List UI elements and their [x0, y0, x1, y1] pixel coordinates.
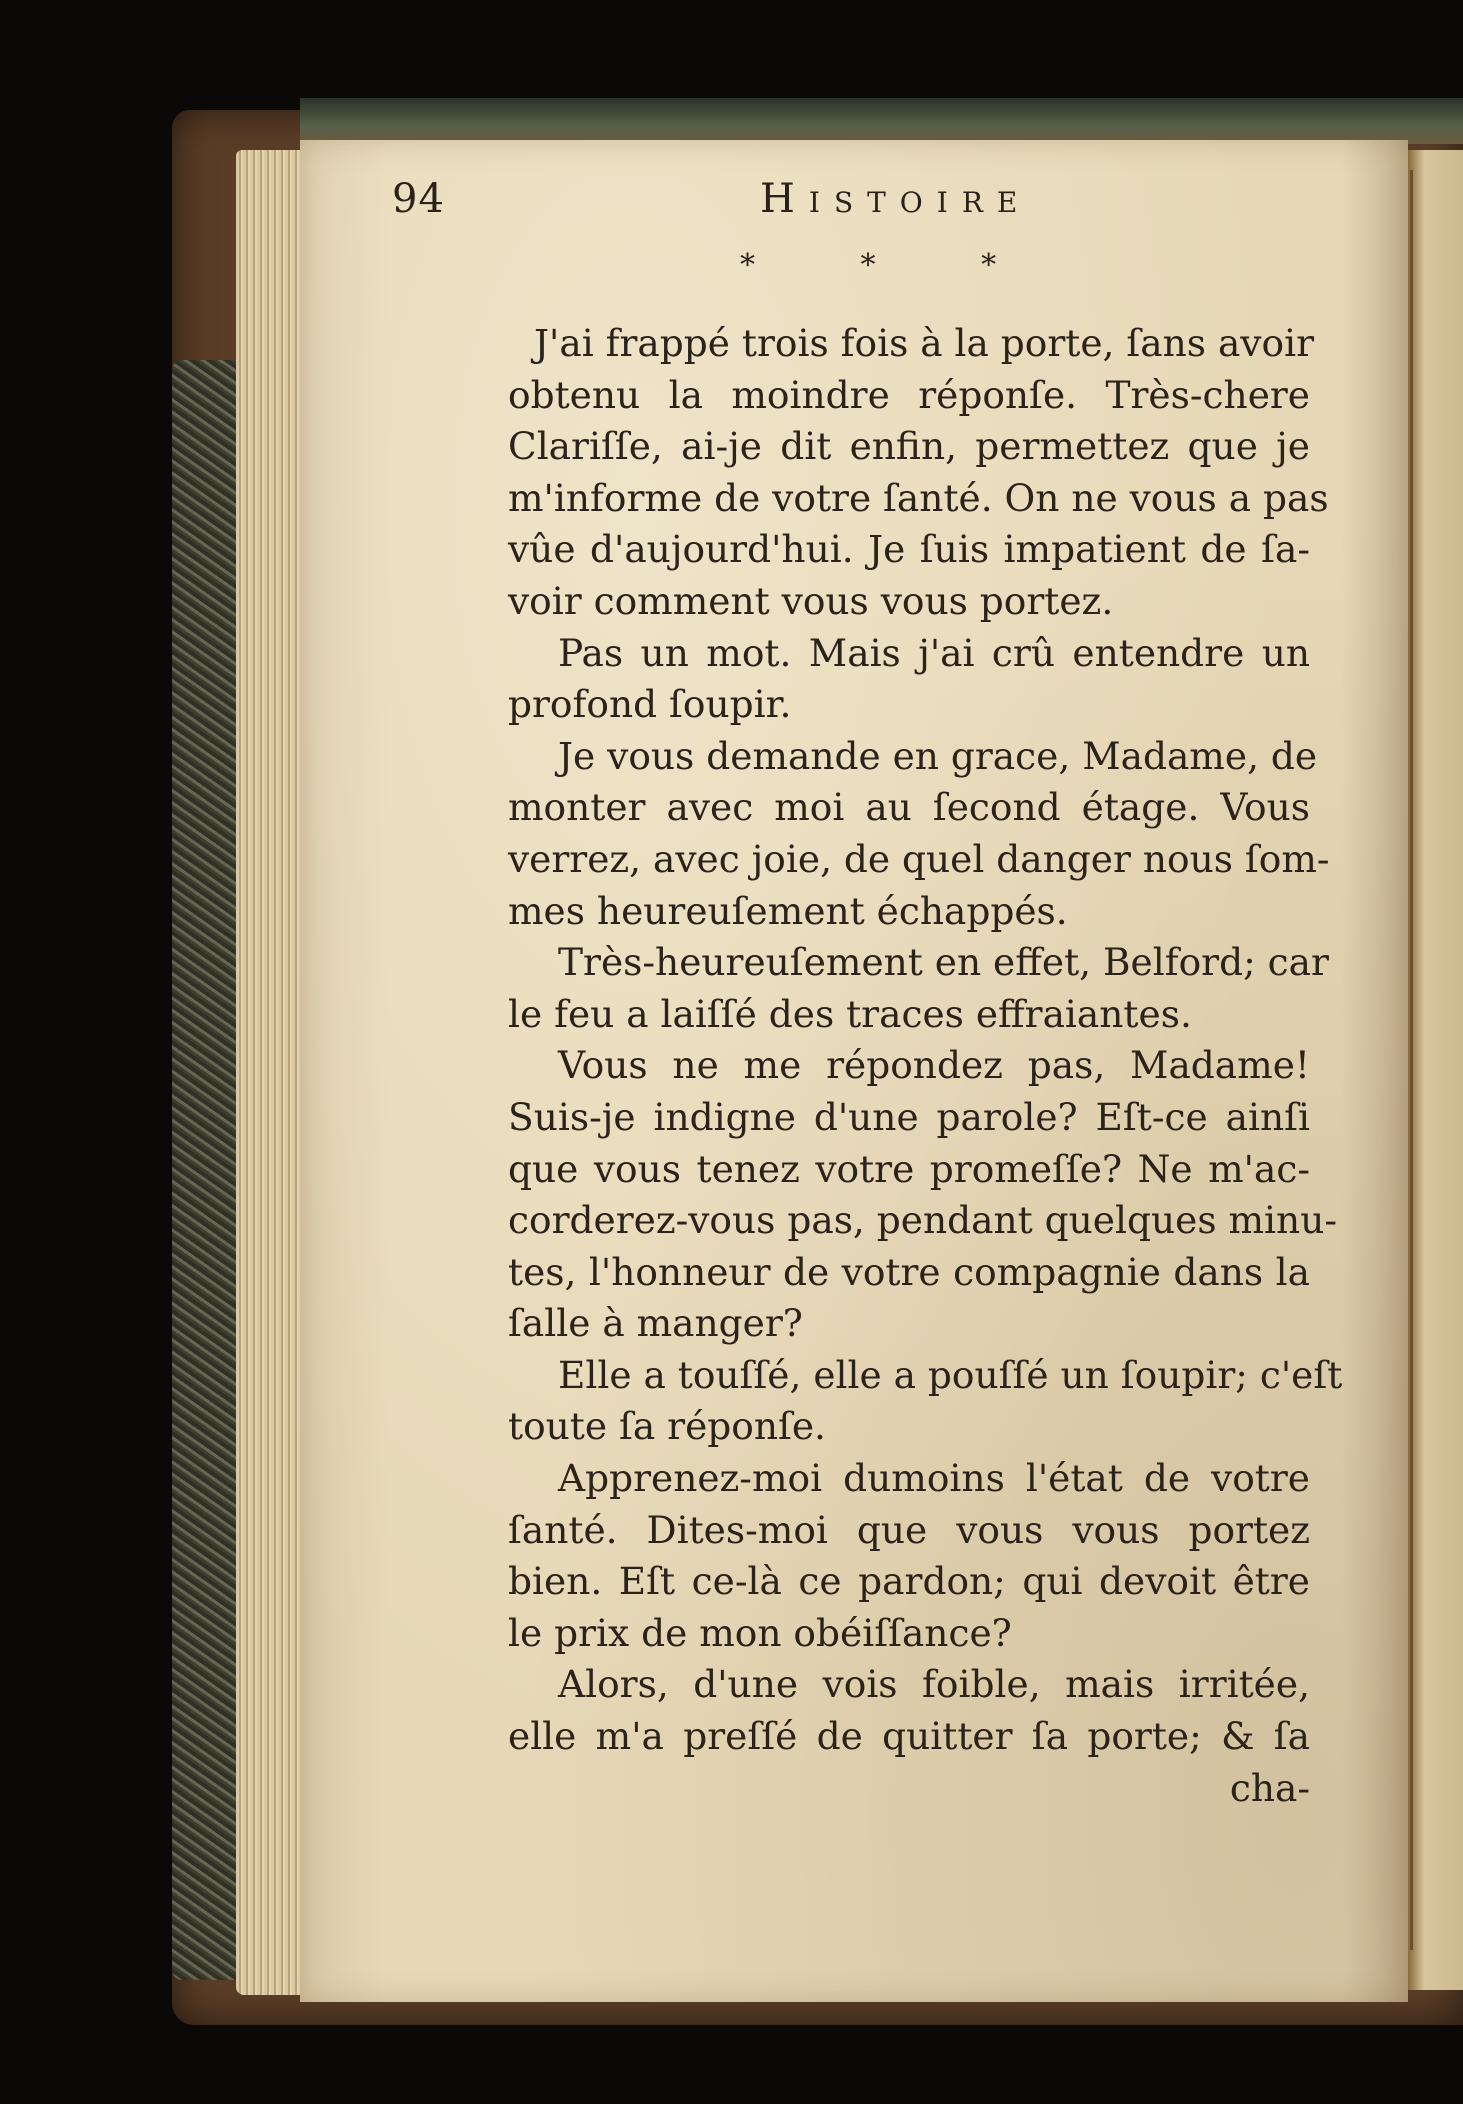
text-line: Apprenez-moi dumoins l'état de votre	[558, 1456, 1310, 1501]
text-line: Pas un mot. Mais j'ai crû entendre un	[558, 630, 1310, 675]
text-line: le feu a laiſſé des traces effraiantes.	[508, 991, 1192, 1036]
text-line: que vous tenez votre promeſſe? Ne m'ac-	[508, 1146, 1310, 1191]
text-line: Je vous demande en grace, Madame, de	[558, 733, 1318, 778]
page-number: 94	[392, 176, 445, 222]
text-line: le prix de mon obéiſſance?	[508, 1610, 1012, 1655]
facing-page	[1408, 150, 1463, 1990]
text-line: Alors, d'une vois foible, mais irritée,	[558, 1662, 1310, 1707]
text-line: elle m'a preſſé de quitter ſa porte; & ſa	[508, 1714, 1310, 1759]
page-edges	[236, 150, 308, 1995]
text-line: tes, l'honneur de votre compagnie dans la	[508, 1249, 1310, 1294]
text-line: voir comment vous vous portez.	[508, 578, 1114, 623]
body-text	[508, 318, 1343, 1814]
text-line: mes heureuſement échappés.	[508, 888, 1068, 933]
text-line: toute ſa réponſe.	[508, 1404, 826, 1449]
text-line: Elle a touſſé, elle a pouſſé un ſoupir; c'eſt	[558, 1352, 1343, 1397]
gutter	[1410, 170, 1413, 1950]
text-line	[508, 318, 1314, 370]
text-line: Très-heureuſement en effet, Belford; car	[558, 940, 1329, 985]
text-line: Clariſſe, ai-je dit enfin, permettez que je	[508, 424, 1310, 469]
running-head	[392, 176, 1332, 236]
text-line-content: J'ai frappé trois fois à la porte, ſans avoir	[534, 321, 1314, 365]
text-line: Vous ne me répondez pas, Madame!	[558, 1043, 1310, 1088]
text-line: ſanté. Dites-moi que vous vous portez	[508, 1507, 1310, 1552]
text-line: m'informe de votre ſanté. On ne vous a pas	[508, 475, 1329, 520]
running-title: Histoire	[760, 176, 1032, 222]
section-ornament: * * *	[740, 248, 997, 283]
text-line: obtenu la moindre réponſe. Très-chere	[508, 372, 1310, 417]
text-line: ſalle à manger?	[508, 1301, 803, 1346]
text-line: bien. Eſt ce-là ce pardon; qui devoit être	[508, 1559, 1310, 1604]
text-line: Suis-je indigne d'une parole? Eſt-ce ainſi	[508, 1094, 1310, 1139]
catchword: cha-	[1229, 1765, 1310, 1810]
binding-top-edge	[300, 98, 1463, 144]
marbled-cover	[172, 360, 242, 1980]
text-line: monter avec moi au ſecond étage. Vous	[508, 785, 1310, 830]
text-line: verrez, avec joie, de quel danger nous ſom-	[508, 836, 1330, 881]
text-line: profond ſoupir.	[508, 682, 792, 727]
text-line: corderez-vous pas, pendant quelques minu-	[508, 1198, 1338, 1243]
text-line: vûe d'aujourd'hui. Je ſuis impatient de ſa-	[508, 527, 1310, 572]
